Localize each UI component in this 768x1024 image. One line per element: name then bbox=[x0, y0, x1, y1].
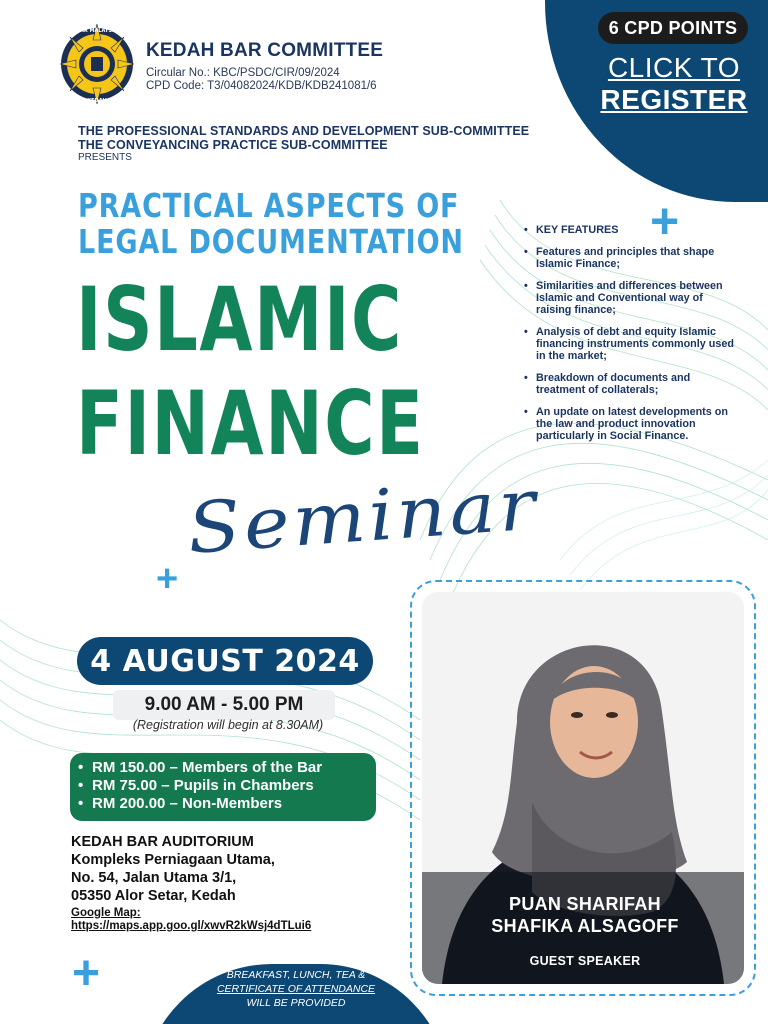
circular-info bbox=[146, 67, 377, 93]
bar-malaysia-kedah-logo bbox=[58, 22, 136, 108]
feature-item: • Breakdown of documents and treatment of collaterals; bbox=[522, 372, 737, 396]
click-to-register-link[interactable]: CLICK TO bbox=[607, 52, 741, 83]
fee-item: • RM 200.00 – Non-Members bbox=[76, 795, 376, 813]
plus-decoration-icon: + bbox=[72, 947, 101, 1000]
event-date: 4 AUGUST 2024 bbox=[77, 637, 373, 685]
venue-address bbox=[71, 833, 275, 905]
fees-list bbox=[70, 753, 376, 821]
circular-number: Circular No.: KBC/PSDC/CIR/09/2024 bbox=[146, 67, 340, 79]
seminar-subtitle-line-2: LEGAL DOCUMENTATION bbox=[78, 222, 464, 261]
plus-decoration-icon: + bbox=[156, 558, 179, 600]
seminar-subtitle-line-1: PRACTICAL ASPECTS OF bbox=[78, 186, 460, 225]
feature-item: • Similarities and differences between Islamic and Conventional way of raising finance; bbox=[522, 280, 737, 316]
speaker-name bbox=[455, 893, 715, 937]
google-map-label: Google Map: bbox=[71, 907, 141, 919]
feature-item: • Analysis of debt and equity Islamic financing instruments commonly used in the market; bbox=[522, 326, 737, 362]
organisation-name: KEDAH BAR COMMITTEE bbox=[146, 40, 384, 61]
feature-item: • An update on latest developments on the law and product innovation particularly in Social Finance. bbox=[522, 406, 737, 442]
subcommittee-line-1: THE PROFESSIONAL STANDARDS AND DEVELOPMENT SUB-COMMITTEE bbox=[78, 124, 530, 138]
provisions-line-3: WILL BE PROVIDED bbox=[246, 997, 346, 1009]
fee-item: • RM 75.00 – Pupils in Chambers bbox=[76, 777, 376, 795]
speaker-role: GUEST SPEAKER bbox=[529, 954, 641, 968]
subcommittee-line-2: THE CONVEYANCING PRACTICE SUB-COMMITTEE bbox=[78, 138, 388, 152]
speaker-name-line-2: SHAFIKA ALSAGOFF bbox=[491, 916, 679, 936]
event-time: 9.00 AM - 5.00 PM bbox=[113, 690, 335, 720]
plus-decoration-icon: + bbox=[650, 193, 680, 249]
registration-note: (Registration will begin at 8.30AM) bbox=[132, 718, 324, 732]
organising-subcommittees bbox=[78, 124, 529, 152]
venue-name: KEDAH BAR AUDITORIUM bbox=[71, 834, 254, 850]
cpd-code: CPD Code: T3/04082024/KDB/KDB241081/6 bbox=[146, 80, 377, 92]
register-link[interactable]: REGISTER bbox=[600, 84, 748, 115]
logo-text-top: BAR MALAYSIA bbox=[76, 28, 118, 34]
venue-line: 05350 Alor Setar, Kedah bbox=[71, 888, 236, 904]
main-title-line-2: FINANCE bbox=[76, 372, 425, 475]
feature-item: • Features and principles that shape Islamic Finance; bbox=[522, 246, 737, 270]
google-map-link[interactable]: https://maps.app.goo.gl/xwvR2kWsj4dTLui6 bbox=[71, 920, 312, 932]
provisions-line-1: BREAKFAST, LUNCH, TEA & bbox=[226, 969, 366, 981]
fee-item: • RM 150.00 – Members of the Bar bbox=[76, 759, 376, 777]
venue-line: Kompleks Perniagaan Utama, bbox=[71, 852, 275, 868]
speaker-name-line-1: PUAN SHARIFAH bbox=[509, 894, 661, 914]
logo-text-bottom: KEDAH bbox=[87, 98, 107, 104]
presents-label: PRESENTS bbox=[78, 152, 132, 163]
venue-line: No. 54, Jalan Utama 3/1, bbox=[71, 870, 237, 886]
seminar-script-title: Seminar bbox=[185, 463, 542, 570]
cpd-points-badge: 6 CPD POINTS bbox=[598, 12, 748, 44]
main-title-line-1: ISLAMIC bbox=[76, 268, 403, 371]
key-features-heading: • KEY FEATURES bbox=[522, 224, 737, 236]
provisions-line-2: CERTIFICATE OF ATTENDANCE bbox=[216, 983, 376, 995]
provisions-text bbox=[150, 968, 442, 1010]
key-features-list bbox=[522, 224, 737, 452]
